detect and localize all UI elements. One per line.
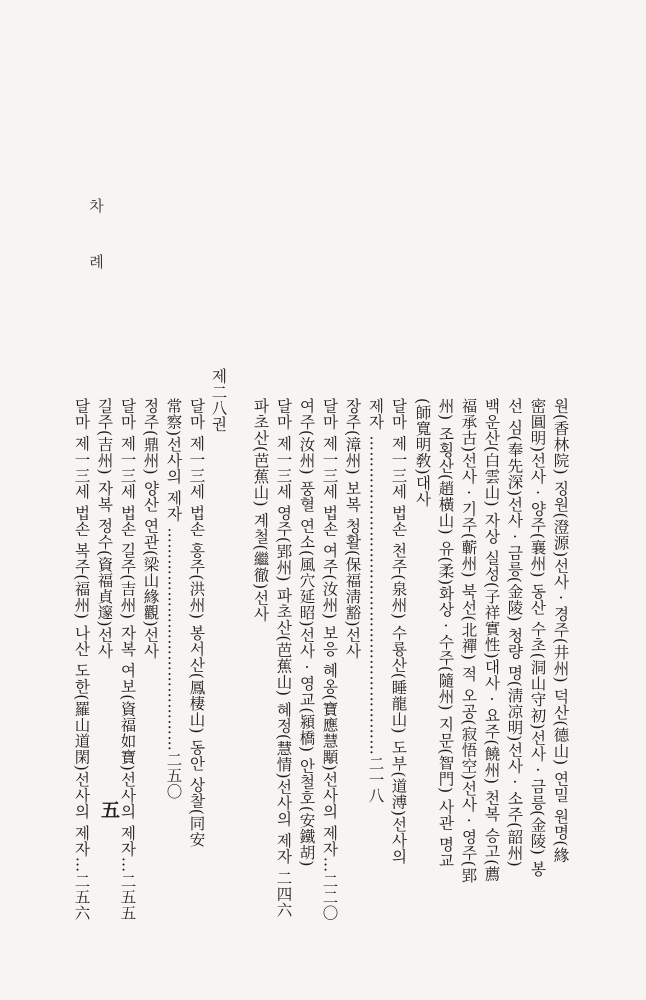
text-column: 길주(吉州) 자복 정수(資福貞邃)선사 — [95, 398, 114, 660]
text-column: 여주(汝州) 풍혈 연소(風穴延昭)선사 · 영교(潁橋) 안철호(安鐵胡) — [297, 398, 316, 867]
text-column: 州) 조횡산(趙橫山) 유(柔)화상 · 수주(隨州) 지문(智門) 사관 명교 — [436, 398, 455, 869]
page-number: 五 — [98, 800, 120, 819]
text-column: 달마 제一三세 법손 길주(吉州) 자복 여보(資福如寶)선사의 제자…二五五 — [118, 398, 137, 921]
section-header: 차 례 — [87, 198, 105, 287]
text-column: 달마 제一三세 법손 천주(泉州) 수룡산(睡龍山) 도부(道溥)선사의 — [389, 398, 408, 865]
text-column: 달마 제一三세 법손 홍주(洪州) 봉서산(鳳棲山) 동안 상찰(同安 — [187, 398, 206, 848]
text-column: 달마 제一三세 영주(郢州) 파초산(芭蕉山) 혜정(慧情)선사의 제자 二四六 — [274, 398, 293, 918]
text-column: 제二八권 — [209, 368, 228, 432]
text-column: 선 심(奉先深)선사 · 금릉(金陵) 청량 명(淸凉明)선사 · 소주(韶州) — [505, 398, 524, 868]
text-column: 제자 ……………………………………………………二一八 — [366, 398, 385, 804]
text-column: 福承古)선사 · 기주(蘄州) 북선(北禪) 적 오공(寂悟空)선사 · 영주(郢 — [459, 398, 478, 884]
text-column: 달마 제一三세 법손 여주(汝州) 보응 혜옹(寶應慧顒)선사의 제자…二二〇 — [320, 398, 339, 921]
text-column: 常察)선사의 제자 ……………………………………二五〇 — [164, 398, 183, 800]
text-column: 密圓明)선사 · 양주(襄州) 동산 수초(洞山守初)선사 · 금릉(金陵) 봉 — [528, 398, 547, 877]
text-column: 파초산(芭蕉山) 계철(繼徹)선사 — [251, 398, 270, 622]
text-column: 백운산(白雲山) 자상 실성(子祥實性)대사 · 요주(饒州) 천복 승고(薦 — [482, 398, 501, 882]
text-column: 달마 제一三세 법손 복주(福州) 나산 도한(羅山道閑)선사의 제자…二五六 — [72, 398, 91, 921]
text-column: 정주(鼎州) 양산 연관(梁山緣觀)선사 — [141, 398, 160, 660]
text-column: 장주(漳州) 보복 청활(保福淸豁)선사 — [343, 398, 362, 660]
text-column: 원(香林院) 징원(澄源)선사 · 경주(井州) 덕산(德山) 연밀 원명(緣 — [551, 398, 570, 863]
text-column: (師寬明敎)대사 — [413, 398, 432, 508]
